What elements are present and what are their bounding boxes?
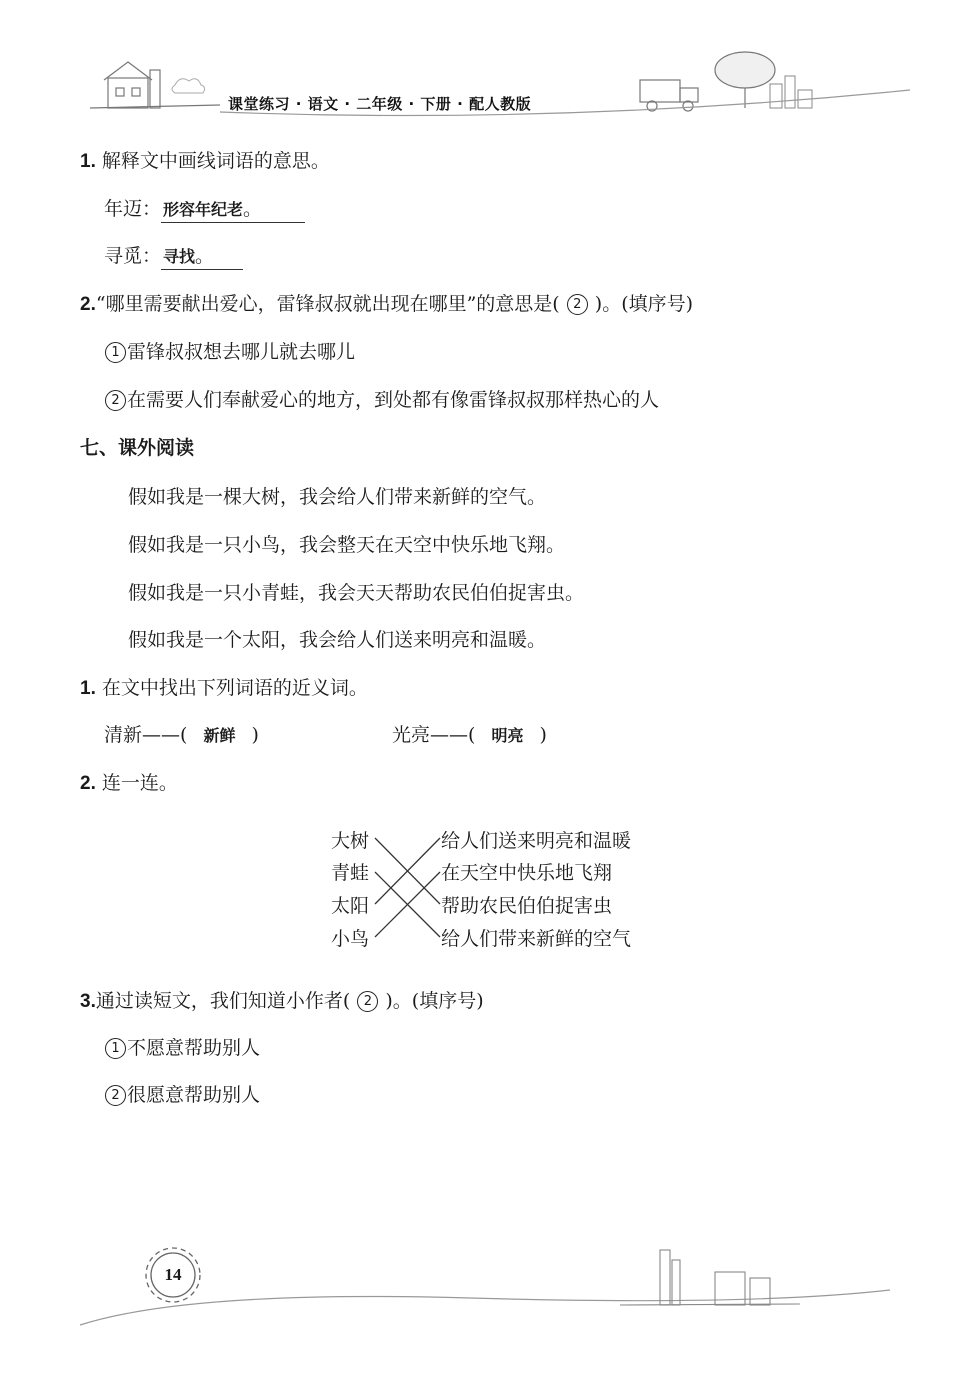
s7q2-number: 2. xyxy=(80,773,96,794)
s7q3-text-before: 通过读短文，我们知道小作者( xyxy=(95,990,351,1012)
q1-item-2-answer-blank xyxy=(161,241,243,270)
q2-option-1-text: 雷锋叔叔想去哪儿就去哪儿 xyxy=(127,341,356,363)
page-number: 14 xyxy=(164,1265,182,1284)
s7q1-number: 1. xyxy=(80,678,96,699)
q1-text: 解释文中画线词语的意思。 xyxy=(101,150,330,172)
q1-prompt xyxy=(80,146,330,173)
city-skyline-icon xyxy=(620,1250,800,1305)
header-decoration xyxy=(80,50,920,130)
s7q3-option-1 xyxy=(104,1033,260,1060)
footer-decoration xyxy=(70,1230,900,1340)
match-left-1: 大树 xyxy=(331,831,370,852)
q1-item-1-answer-blank xyxy=(161,194,305,223)
q2-option-1-mark: 1 xyxy=(105,342,126,363)
q1-item-2-answer: 寻找 xyxy=(163,247,196,266)
q2-prompt xyxy=(80,289,693,316)
q1-item-1 xyxy=(104,194,305,223)
q2-option-2-text: 在需要人们奉献爱心的地方，到处都有像雷锋叔叔那样热心的人 xyxy=(127,389,660,411)
match-right-1: 给人们送来明亮和温暖 xyxy=(441,831,632,852)
q2-option-1 xyxy=(104,337,355,364)
q1-item-1-end: 。 xyxy=(243,198,263,220)
s7q3-option-1-text: 不愿意帮助别人 xyxy=(127,1037,261,1059)
s7q1-pair-2-answer: 明亮 xyxy=(491,726,524,745)
s7q3-answer-circled: 2 xyxy=(357,991,378,1012)
passage-line-1: 假如我是一棵大树，我会给人们带来新鲜的空气。 xyxy=(128,486,547,508)
q2-number: 2. xyxy=(80,294,96,315)
s7q3-option-1-mark: 1 xyxy=(105,1038,126,1059)
tree-sketch-icon xyxy=(715,52,775,108)
match-left-2: 青蛙 xyxy=(331,863,370,884)
q1-item-2-end: 。 xyxy=(195,245,215,267)
match-right-4: 给人们带来新鲜的空气 xyxy=(441,929,632,950)
passage-line-4: 假如我是一个太阳，我会给人们送来明亮和温暖。 xyxy=(128,629,547,651)
s7q3-option-2 xyxy=(104,1080,260,1107)
buildings-sketch-icon xyxy=(770,76,812,108)
q1-item-1-word: 年迈： xyxy=(104,198,162,220)
section-7-title: 七、课外阅读 xyxy=(80,437,195,459)
s7q1-pair-1-word: 清新——( xyxy=(104,724,188,746)
s7q1-text: 在文中找出下列词语的近义词。 xyxy=(101,677,368,699)
s7q3-option-2-text: 很愿意帮助别人 xyxy=(127,1084,261,1106)
s7q3-option-2-mark: 2 xyxy=(105,1085,126,1106)
q2-answer-circled: 2 xyxy=(567,294,588,315)
q2-text-after: )。(填序号) xyxy=(594,293,694,315)
s7q1-pair-2-end: ) xyxy=(539,724,547,746)
q1-item-2 xyxy=(104,241,243,270)
s7q1-pair-1-end: ) xyxy=(251,724,259,746)
s7q1-pair-2 xyxy=(392,720,547,747)
q1-item-2-word: 寻觅： xyxy=(104,245,162,267)
s7q1-pair-1 xyxy=(104,720,259,747)
header-title: 课堂练习 · 语文 · 二年级 · 下册 · 配人教版 xyxy=(228,95,532,113)
q2-option-2-mark: 2 xyxy=(105,390,126,411)
match-left-3: 太阳 xyxy=(331,896,370,917)
match-lines xyxy=(370,820,445,955)
s7q3-number: 3. xyxy=(80,991,96,1012)
match-right-3: 帮助农民伯伯捉害虫 xyxy=(441,896,613,917)
s7q2-text: 连一连。 xyxy=(101,772,178,794)
q2-option-2 xyxy=(104,385,659,412)
truck-sketch-icon xyxy=(640,80,698,111)
s7q3-text-after: )。(填序号) xyxy=(385,990,484,1012)
s7q1-pair-2-word: 光亮——( xyxy=(392,724,476,746)
cloud-icon xyxy=(172,79,205,93)
s7q1-prompt xyxy=(80,673,368,700)
q2-text-before: “哪里需要献出爱心，雷锋叔叔就出现在哪里”的意思是( xyxy=(95,293,560,315)
q1-number: 1. xyxy=(80,151,96,172)
s7q3-prompt xyxy=(80,986,484,1013)
s7q2-prompt xyxy=(80,768,178,795)
match-left-4: 小鸟 xyxy=(331,929,370,950)
s7q1-pair-1-answer: 新鲜 xyxy=(203,726,236,745)
passage-line-3: 假如我是一只小青蛙，我会天天帮助农民伯伯捉害虫。 xyxy=(128,582,585,604)
passage-line-2: 假如我是一只小鸟，我会整天在天空中快乐地飞翔。 xyxy=(128,534,566,556)
q1-item-1-answer: 形容年纪老 xyxy=(163,200,244,219)
match-right-2: 在天空中快乐地飞翔 xyxy=(441,863,613,884)
